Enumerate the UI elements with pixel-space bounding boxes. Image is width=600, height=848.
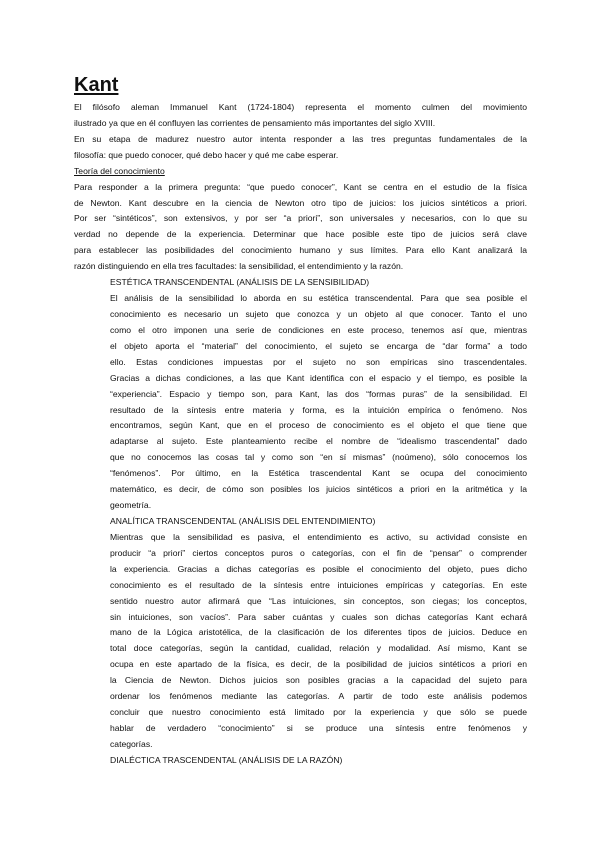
- document-body: [74, 100, 527, 769]
- bullet-body-line: concluir que nuestro conocimiento está limitado por la experiencia y que sólo se puede: [110, 707, 527, 718]
- bullet-body-line: “experiencia”. Espacio y tiempo son, para Kant, las dos “formas puras” de la sensibilidad. El: [110, 388, 527, 399]
- bullet-body-line: ello. Estas condiciones impuestas por el sujeto no son empíricas sino trascendentales.: [110, 356, 527, 367]
- bullet-body-line: categorías.: [110, 738, 153, 749]
- bullet-body-line: adaptarse al sujeto. Este planteamiento recibe el nombre de “idealismo trascendental” dado: [110, 436, 527, 447]
- bullet-body-line: Gracias a dichas condiciones, a las que Kant identifica con el espacio y el tiempo, es posible la: [110, 372, 527, 383]
- intro-paragraph-line: ilustrado ya que en él confluyen las corrientes de pensamiento más importantes del siglo XVIII.: [74, 117, 436, 128]
- bullet-body-line: que no conocemos las cosas tal y como son “en sí mismas” (noúmeno), sólo conocemos los: [110, 452, 527, 463]
- intro-paragraph-line: En su etapa de madurez nuestro autor intenta responder a las tres preguntas fundamentales de la: [74, 133, 527, 144]
- bullet-body-line: “fenómenos”. Por último, en la Estética trascendental Kant se ocupa del conocimiento: [110, 468, 527, 479]
- intro-paragraph-line: filosofía: que puedo conocer, qué debo hacer y qué me cabe esperar.: [74, 149, 339, 160]
- paragraph-line: verdad no depende de la experiencia. Determinar que hace posible este tipo de juicios será clave: [74, 229, 527, 240]
- bullet-heading: [110, 753, 527, 769]
- bullet-body-line: total doce categorías, según la cantidad, cualidad, relación y modalidad. Así mismo, Kant se: [110, 643, 527, 654]
- section-heading: [74, 164, 527, 180]
- bullet-body-line: encontramos, según Kant, que en el proceso de conocimiento es el objeto el que tiene que: [110, 420, 527, 431]
- intro-paragraph-line: El filósofo aleman Immanuel Kant (1724-1804) representa el momento culmen del movimiento: [74, 102, 527, 112]
- paragraph-line: de Newton. Kant descubre en la ciencia de Newton otro tipo de juicios: los juicios sintéticos a priori.: [74, 197, 527, 208]
- bullet-body-line: resultado de la síntesis entre materia y forma, es la intuición empírica o fenómeno. Nos: [110, 404, 527, 415]
- bullet-body-line: hablar de verdadero “conocimiento” si se produce una síntesis entre fenómenos y: [110, 722, 527, 733]
- paragraph-line: Por ser “sintéticos”, son extensivos, y por ser “a priori”, son universales y necesarios, con lo que su: [74, 213, 527, 224]
- bullet-heading: [110, 275, 527, 291]
- bullet-body-line: la Ciencia de Newton. Dichos juicios son posibles gracias a la capacidad del sujeto para: [110, 675, 527, 686]
- bullet-body-line: ordenar los fenómenos mediante las categorías. A partir de todo este análisis podemos: [110, 691, 527, 702]
- bullet-body-line: sentido nuestro autor afirmará que “Las intuiciones, sin conceptos, son ciegas; los conceptos,: [110, 595, 527, 606]
- bullet-heading: [110, 514, 527, 530]
- bullet-body-line: conocimiento es el resultado de la síntesis entre intuiciones empíricas y categorías. En este: [110, 579, 527, 590]
- paragraph-line: Para responder a la primera pregunta: “que puedo conocer”, Kant se centra en el estudio de la física: [74, 181, 527, 192]
- bullet-body-line: como el otro imponen una serie de condiciones en este proceso, tenemos así que, mientras: [110, 324, 527, 335]
- bullet-body-line: sin intuiciones, son vacíos”. Para saber cuántas y cuales son dichas categorías Kant echará: [110, 611, 527, 622]
- bullet-body-line: matemático, es decir, de cómo son posibles los juicios sintéticos a priori en la aritmética y la: [110, 484, 527, 495]
- document-title: Kant: [74, 74, 119, 96]
- bullet-body-line: el objeto aporta el “material” del conocimiento, el sujeto se encarga de “dar forma” a todo: [110, 340, 527, 351]
- section-heading-text: Teoría del conocimiento: [74, 165, 165, 176]
- bullet-body-line: conocimiento es necesario un sujeto que conozca y un objeto al que conocer. Tanto el uno: [110, 308, 527, 319]
- bullet-body-line: geometría.: [110, 500, 152, 511]
- bullet-body-line: producir “a priori” ciertos conceptos puros o categorías, con el fin de “pensar” o comprender: [110, 547, 527, 558]
- bullet-body-line: ocupa en este apartado de la física, es decir, de la posibilidad de juicios sintéticos a priori en: [110, 659, 527, 670]
- bullet-body-line: El análisis de la sensibilidad lo aborda en su estética transcendental. Para que sea posible el: [110, 293, 527, 304]
- bullet-body-line: Mientras que la sensibilidad es pasiva, el entendimiento es activo, su actividad consiste en: [110, 531, 527, 542]
- paragraph-line: para establecer las posibilidades del conocimiento humano y sus límites. Para ello Kant analizará la: [74, 245, 527, 256]
- bullet-heading-text: ESTÉTICA TRANSCENDENTAL (ANÁLISIS DE LA SENSIBILIDAD): [110, 277, 370, 288]
- bullet-heading-text: DIALÉCTICA TRASCENDENTAL (ANÁLISIS DE LA RAZÓN): [110, 754, 343, 765]
- bullet-heading-text: ANALÍTICA TRANSCENDENTAL (ANÁLISIS DEL ENTENDIMIENTO): [110, 515, 376, 526]
- bullet-body-line: la experiencia. Gracias a dichas categorías es posible el conocimiento del objeto, pues dicho: [110, 563, 527, 574]
- bullet-body-line: mano de la Lógica aristotélica, de la clasificación de los diferentes tipos de juicios. Deduce en: [110, 627, 527, 638]
- paragraph-line: razón distinguiendo en ella tres facultades: la sensibilidad, el entendimiento y la razón.: [74, 261, 404, 272]
